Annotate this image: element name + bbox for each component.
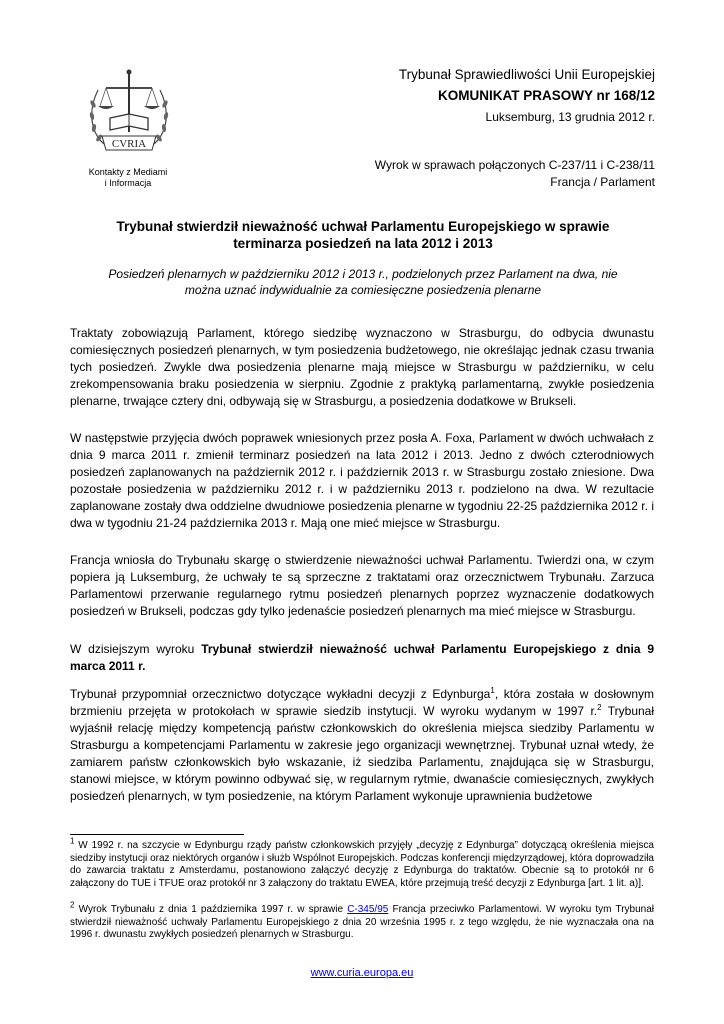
place-date: Luksemburg, 13 grudnia 2012 r. [485,110,655,124]
footnote-1-number: 1 [70,836,75,846]
paragraph-4-bold: Trybunał stwierdził nieważność uchwał Parlamentu Europejskiego z dnia 9 marca 2011 r. [70,642,655,673]
logo-caption [72,167,184,189]
footnote-2-number: 2 [70,900,75,910]
case-c-345-95-link[interactable]: C-345/95 [347,904,389,915]
subtitle-line-1: Posiedzeń plenarnych w październiku 2012 i 2013 r., podzielonych przez Parlament na dwa, nie [108,267,618,281]
paragraph-1: Traktaty zobowiązują Parlament, którego siedzibę wyznaczono w Strasburgu, do odbycia dwunastu comiesięcznych posiedzeń plenarnych, w tym posiedzenia budżetowego, nie określając jednak czasu trwania tych posiedzeń. Zwykle dwa posiedzenia plenarne mają miejsce w Strasburgu w październiku, w celu zrekompensowania braku posiedzenia w sierpniu. Zgodnie z praktyką parlamentarną, zwykłe posiedzenia plenarne, trwające cztery dni, odbywają się w Strasburgu, a posiedzenia dodatkowe w Brukseli. [70,326,654,408]
logo-caption-line2: i Informacja [104,178,152,188]
court-name: Trybunał Sprawiedliwości Unii Europejskiej [398,67,655,82]
footnote-1-text: W 1992 r. na szczycie w Edynburgu rządy państw członkowskich przyjęły „decyzję z Edynburga” dotyczącą określenia miejsca siedziby instytucji oraz niektórych organów i służb Wspólnot Europejskich. Podczas konferencji międzyrządowej, która doprowadziła do zawarcia traktatu z Amsterdamu, postanowiono załączyć decyzję z Edynburga do traktatów. Obecnie są to protokół nr 6 załączony do TUE i TFUE oraz protokół nr 3 załączony do traktatu EWEA, które przejmują treść decyzji z Edynburga [art. 1 lit. a)]. [70,840,654,889]
page-title [72,218,654,252]
footnote-ref-2[interactable]: 2 [597,703,602,712]
curia-logo [84,66,174,162]
footnote-2 [70,900,655,942]
footnote-2-text-b: Francja przeciwko Parlamentowi. W wyroku tym Trybunał stwierdził nieważność uchwały Parlamentu Europejskiego z dnia 20 września 1995 r. z tego względu, że nie wyznaczała ona na 1996 r. dwunastu zwykłych posiedzeń plenarnych w Strasburgu. [70,904,655,941]
paragraph-2: W następstwie przyjęcia dwóch poprawek wniesionych przez posła A. Foxa, Parlament w dwóch uchwałach z dnia 9 marca 2011 r. zmienił terminarz posiedzeń na lata 2012 i 2013. Jedno z dwóch czterodniowych posiedzeń zaplanowanych na październik 2012 r. i październik 2013 r. w Strasburgu zostało zniesione. Dwa pozostałe posiedzenia w październiku 2012 r. i w październiku 2013 r. podzielono na dwa. W rezultacie zaplanowane zostały dwa oddzielne dwudniowe posiedzenia plenarne w tygodniu 22-25 października 2012 r. i dwa w tygodniu 21-24 października 2013 r. Mają one mieć miejsce w Strasburgu. [70,431,654,530]
paragraph-5 [70,686,654,805]
subtitle-line-2: można uznać indywidualnie za comiesięczne posiedzenia plenarne [184,283,542,297]
footnote-1 [70,836,654,890]
case-reference: Wyrok w sprawach połączonych C-237/11 i C-238/11 [374,158,655,172]
footnote-ref-1[interactable]: 1 [490,686,495,695]
scales-of-justice-icon [84,66,174,162]
logo-text: CVRIA [111,138,147,150]
press-release-number: KOMUNIKAT PRASOWY nr 168/12 [437,88,655,103]
paragraph-5-part-a: Trybunał przypomniał orzecznictwo dotyczące wykładni decyzji z Edynburga [70,687,491,701]
paragraph-5-part-c: Trybunał wyjaśnił relację między kompetencją państw członkowskich do określenia miejsca siedziby Parlamentu w Strasburgu a kompetencjami Parlamentu w zakresie jego organizacji wewnętrznej. Trybunał uznał wtedy, że zamiarem państw członkowskich było wskazanie, iż siedziba Parlamentu, znajdująca się w Strasburgu, stanowi miejsce, w którym powinno odbywać się, w regularnym rytmie, dwanaście comiesięcznych, zwykłych posiedzeń plenarnych, w tym posiedzenie, na którym Parlament wykonuje uprawnienia budżetowe [70,704,654,803]
paragraph-4 [70,641,654,675]
paragraph-4-prefix: W dzisiejszym wyroku [70,642,202,656]
title-line-1: Trybunał stwierdził nieważność uchwał Parlamentu Europejskiego w sprawie [116,219,610,234]
curia-website-link[interactable]: www.curia.europa.eu [310,967,414,979]
footnote-separator [70,834,244,835]
paragraph-5-part-b: , która została w dosłownym brzmieniu przejęta w protokołach w sprawie siedzib instytucji. W wyroku wydanym w 1997 r. [70,687,655,718]
footnote-2-text-a: Wyrok Trybunału z dnia 1 października 1997 r. w sprawie [74,904,348,915]
logo-caption-line1: Kontakty z Mediami [88,167,168,177]
footer [0,967,724,979]
paragraph-3: Francja wniosła do Trybunału skargę o stwierdzenie nieważności uchwał Parlamentu. Twierdzi ona, w czym popiera ją Luksemburg, że uchwały te są sprzeczne z traktatami oraz orzecznictwem Trybunału. Zarzuca Parlamentowi przerwanie regularnego rytmu posiedzeń plenarnych poprzez wyznaczenie dodatkowych posiedzeń w Brukseli, podczas gdy tylko jedenaście posiedzeń plenarnych ma mieć miejsce w Strasburgu. [70,553,654,618]
page-subtitle [72,266,654,298]
case-parties: Francja / Parlament [550,175,655,189]
title-line-2: terminarza posiedzeń na lata 2012 i 2013 [233,236,493,251]
